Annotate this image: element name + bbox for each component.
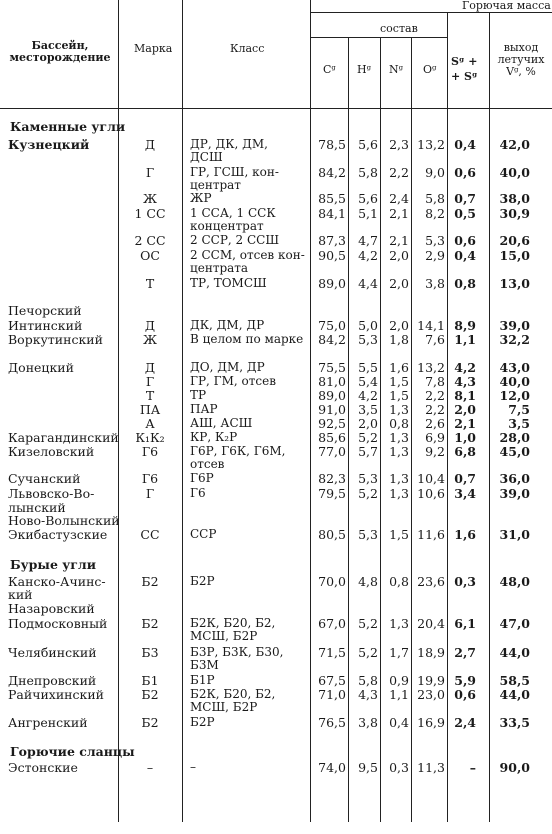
cell-c: 79,5 bbox=[318, 486, 346, 501]
cell-marka: Т bbox=[145, 388, 155, 403]
header-group-title: Горючая масса bbox=[462, 0, 551, 12]
cell-class-line: В целом по марке bbox=[190, 332, 304, 346]
cell-marka: Б3 bbox=[141, 645, 159, 660]
cell-s: 0,7 bbox=[454, 191, 476, 206]
cell-v: 31,0 bbox=[499, 527, 530, 542]
cell-n: 1,3 bbox=[389, 444, 409, 459]
cell-o: 20,4 bbox=[417, 616, 445, 631]
cell-basin: Райчихинский bbox=[8, 687, 104, 702]
cell-v: 48,0 bbox=[499, 574, 530, 589]
cell-v: 32,2 bbox=[499, 332, 530, 347]
cell-basin: Днепровский bbox=[8, 673, 97, 688]
cell-o: 13,2 bbox=[417, 360, 445, 375]
cell-c: 91,0 bbox=[318, 402, 346, 417]
header-rule-bottom bbox=[0, 108, 552, 109]
cell-c: 76,5 bbox=[318, 715, 346, 730]
cell-class-line: Б2К, Б20, Б2, bbox=[190, 687, 276, 701]
cell-n: 0,8 bbox=[389, 416, 409, 431]
cell-o: 11,6 bbox=[417, 527, 445, 542]
cell-basin: Кизеловский bbox=[8, 444, 95, 459]
cell-o: 5,3 bbox=[425, 233, 445, 248]
cell-n: 0,4 bbox=[389, 715, 409, 730]
header-s-line2: + Sᵍ bbox=[451, 70, 478, 83]
cell-class-line: ТР bbox=[190, 388, 207, 402]
cell-basin: Кузнецкий bbox=[8, 137, 90, 152]
cell-v: 15,0 bbox=[499, 248, 530, 263]
cell-h: 4,2 bbox=[358, 388, 378, 403]
cell-c: 89,0 bbox=[318, 388, 346, 403]
cell-c: 84,1 bbox=[318, 206, 346, 221]
cell-o: 10,6 bbox=[417, 486, 445, 501]
cell-o: 23,6 bbox=[417, 574, 445, 589]
cell-c: 84,2 bbox=[318, 332, 346, 347]
cell-v: 33,5 bbox=[499, 715, 530, 730]
cell-class-line: 2 ССМ, отсев кон- bbox=[190, 248, 305, 262]
cell-o: 10,4 bbox=[417, 471, 445, 486]
cell-o: 8,2 bbox=[425, 206, 445, 221]
cell-v: 28,0 bbox=[499, 430, 530, 445]
cell-class-line: ДК, ДМ, ДР bbox=[190, 318, 265, 332]
cell-marka: ПА bbox=[139, 402, 161, 417]
cell-h: 5,5 bbox=[358, 360, 378, 375]
cell-marka: Д bbox=[144, 318, 156, 333]
cell-v: 40,0 bbox=[499, 374, 530, 389]
cell-o: 7,8 bbox=[425, 374, 445, 389]
cell-class-line: ССР bbox=[190, 527, 217, 541]
cell-basin: Назаровский bbox=[8, 601, 95, 616]
header-h: Hᵍ bbox=[357, 63, 371, 76]
cell-basin: Сучанский bbox=[8, 471, 81, 486]
cell-c: 70,0 bbox=[318, 574, 346, 589]
cell-basin: Печорский bbox=[8, 303, 82, 318]
cell-marka: Г bbox=[145, 486, 155, 501]
cell-basin: кий bbox=[8, 587, 33, 602]
cell-v: 47,0 bbox=[499, 616, 530, 631]
cell-n: 2,4 bbox=[389, 191, 409, 206]
cell-marka: ОС bbox=[140, 248, 160, 263]
cell-class-line: ГР, ГСШ, кон- bbox=[190, 165, 279, 179]
cell-n: 2,0 bbox=[389, 276, 409, 291]
cell-class-line: Б3Р, Б3К, Б30, bbox=[190, 645, 284, 659]
cell-s: 1,1 bbox=[454, 332, 476, 347]
cell-class-line: Г6Р bbox=[190, 471, 214, 485]
col-divider-marka bbox=[182, 0, 183, 822]
cell-class-line: – bbox=[190, 760, 196, 774]
cell-marka: СС bbox=[140, 527, 160, 542]
cell-basin: Донецкий bbox=[8, 360, 74, 375]
header-class: Класс bbox=[230, 42, 265, 55]
cell-s: 0,6 bbox=[454, 165, 476, 180]
cell-n: 1,3 bbox=[389, 430, 409, 445]
cell-s: 2,7 bbox=[454, 645, 476, 660]
cell-h: 3,5 bbox=[358, 402, 378, 417]
cell-basin: Экибастузские bbox=[8, 527, 108, 542]
cell-marka: Б2 bbox=[141, 616, 159, 631]
cell-c: 74,0 bbox=[318, 760, 346, 775]
cell-basin: Канско-Ачинс- bbox=[8, 574, 106, 589]
cell-s: 8,1 bbox=[454, 388, 476, 403]
cell-o: 13,2 bbox=[417, 137, 445, 152]
cell-class-line: Б2Р bbox=[190, 574, 215, 588]
cell-v: 42,0 bbox=[499, 137, 530, 152]
cell-s: 3,4 bbox=[454, 486, 476, 501]
cell-class-line: центрат bbox=[190, 178, 241, 192]
cell-c: 85,6 bbox=[318, 430, 346, 445]
cell-s: 6,8 bbox=[454, 444, 476, 459]
cell-class-line: ТР, ТОМСШ bbox=[190, 276, 267, 290]
cell-n: 2,1 bbox=[389, 233, 409, 248]
cell-v: 39,0 bbox=[499, 486, 530, 501]
header-marka: Марка bbox=[134, 42, 173, 55]
cell-c: 75,0 bbox=[318, 318, 346, 333]
cell-v: 13,0 bbox=[499, 276, 530, 291]
cell-o: 5,8 bbox=[425, 191, 445, 206]
cell-class-line: Г6 bbox=[190, 486, 206, 500]
cell-marka: Б2 bbox=[141, 574, 159, 589]
cell-n: 2,1 bbox=[389, 206, 409, 221]
cell-class-line: МСШ, Б2Р bbox=[190, 700, 258, 714]
cell-o: 18,9 bbox=[417, 645, 445, 660]
cell-h: 4,3 bbox=[358, 687, 378, 702]
header-rule-sostav bbox=[310, 37, 448, 38]
cell-marka: Г bbox=[145, 374, 155, 389]
cell-marka: Г bbox=[145, 165, 155, 180]
cell-n: 2,0 bbox=[389, 318, 409, 333]
cell-h: 5,3 bbox=[358, 527, 378, 542]
cell-h: 5,8 bbox=[358, 673, 378, 688]
cell-s: 1,0 bbox=[454, 430, 476, 445]
cell-o: 11,3 bbox=[417, 760, 445, 775]
cell-v: 45,0 bbox=[499, 444, 530, 459]
cell-h: 5,7 bbox=[358, 444, 378, 459]
cell-class-line: отсев bbox=[190, 457, 225, 471]
cell-marka: Б1 bbox=[141, 673, 159, 688]
cell-class-line: ПАР bbox=[190, 402, 218, 416]
cell-s: 0,6 bbox=[454, 687, 476, 702]
cell-v: 3,5 bbox=[508, 416, 530, 431]
cell-h: 5,3 bbox=[358, 332, 378, 347]
header-basin: Бассейн, месторождение bbox=[9, 39, 111, 64]
cell-marka: Г6 bbox=[141, 471, 159, 486]
cell-class-line: ДО, ДМ, ДР bbox=[190, 360, 265, 374]
cell-s: 6,1 bbox=[454, 616, 476, 631]
cell-s: 2,1 bbox=[454, 416, 476, 431]
header-c: Cᵍ bbox=[323, 63, 336, 76]
cell-v: 58,5 bbox=[499, 673, 530, 688]
cell-n: 1,3 bbox=[389, 486, 409, 501]
cell-marka: Б2 bbox=[141, 687, 159, 702]
cell-o: 2,2 bbox=[425, 402, 445, 417]
cell-n: 1,3 bbox=[389, 616, 409, 631]
cell-o: 6,9 bbox=[425, 430, 445, 445]
cell-h: 5,2 bbox=[358, 645, 378, 660]
cell-c: 71,5 bbox=[318, 645, 346, 660]
cell-class-line: 2 ССР, 2 ССШ bbox=[190, 233, 280, 247]
cell-n: 0,3 bbox=[389, 760, 409, 775]
cell-basin: лынский bbox=[8, 500, 66, 515]
cell-n: 1,8 bbox=[389, 332, 409, 347]
cell-o: 23,0 bbox=[417, 687, 445, 702]
cell-s: 0,6 bbox=[454, 233, 476, 248]
cell-class-line: концентрат bbox=[190, 219, 264, 233]
cell-n: 1,5 bbox=[389, 388, 409, 403]
header-s-line1: Sᵍ + bbox=[451, 55, 478, 68]
cell-c: 78,5 bbox=[318, 137, 346, 152]
cell-class-line: КР, К₂Р bbox=[190, 430, 238, 444]
cell-marka: Ж bbox=[142, 191, 158, 206]
cell-c: 84,2 bbox=[318, 165, 346, 180]
cell-n: 1,3 bbox=[389, 471, 409, 486]
cell-v: 44,0 bbox=[499, 687, 530, 702]
cell-c: 80,5 bbox=[318, 527, 346, 542]
cell-basin: Челябинский bbox=[8, 645, 97, 660]
cell-c: 71,0 bbox=[318, 687, 346, 702]
cell-c: 92,5 bbox=[318, 416, 346, 431]
cell-s: 0,4 bbox=[454, 248, 476, 263]
cell-h: 5,0 bbox=[358, 318, 378, 333]
cell-marka: Г6 bbox=[141, 444, 159, 459]
cell-h: 4,8 bbox=[358, 574, 378, 589]
cell-s: 4,3 bbox=[454, 374, 476, 389]
cell-marka: Д bbox=[144, 137, 156, 152]
cell-class-line: ДР, ДК, ДМ, bbox=[190, 137, 268, 151]
cell-s: 8,9 bbox=[454, 318, 476, 333]
cell-class-line: Б2Р bbox=[190, 715, 215, 729]
cell-c: 75,5 bbox=[318, 360, 346, 375]
cell-v: 39,0 bbox=[499, 318, 530, 333]
cell-o: 14,1 bbox=[417, 318, 445, 333]
header-rule-top-group bbox=[310, 12, 552, 13]
cell-n: 1,6 bbox=[389, 360, 409, 375]
cell-n: 1,5 bbox=[389, 527, 409, 542]
cell-marka: Б2 bbox=[141, 715, 159, 730]
cell-marka: Д bbox=[144, 360, 156, 375]
cell-c: 87,3 bbox=[318, 233, 346, 248]
cell-h: 5,1 bbox=[358, 206, 378, 221]
cell-h: 4,2 bbox=[358, 248, 378, 263]
cell-n: 1,5 bbox=[389, 374, 409, 389]
cell-marka: – bbox=[146, 760, 154, 775]
cell-v: 44,0 bbox=[499, 645, 530, 660]
header-sostav: состав bbox=[380, 22, 418, 35]
cell-o: 2,6 bbox=[425, 416, 445, 431]
section-oil-shale: Горючие сланцы bbox=[10, 744, 135, 759]
cell-class-line: АШ, АСШ bbox=[190, 416, 253, 430]
cell-v: 90,0 bbox=[499, 760, 530, 775]
cell-s: 5,9 bbox=[454, 673, 476, 688]
cell-marka: Ж bbox=[142, 332, 158, 347]
cell-n: 2,0 bbox=[389, 248, 409, 263]
cell-class-line: ЖР bbox=[190, 191, 212, 205]
cell-marka: К₁К₂ bbox=[135, 430, 165, 445]
cell-h: 5,2 bbox=[358, 486, 378, 501]
cell-h: 5,8 bbox=[358, 165, 378, 180]
cell-c: 90,5 bbox=[318, 248, 346, 263]
header-n: Nᵍ bbox=[389, 63, 404, 76]
cell-h: 4,7 bbox=[358, 233, 378, 248]
cell-v: 36,0 bbox=[499, 471, 530, 486]
cell-o: 19,9 bbox=[417, 673, 445, 688]
cell-class-line: центрата bbox=[190, 261, 249, 275]
cell-c: 89,0 bbox=[318, 276, 346, 291]
cell-v: 43,0 bbox=[499, 360, 530, 375]
cell-s: 1,6 bbox=[454, 527, 476, 542]
cell-v: 40,0 bbox=[499, 165, 530, 180]
header-o: Oᵍ bbox=[423, 63, 437, 76]
cell-class-line: Б2К, Б20, Б2, bbox=[190, 616, 276, 630]
cell-n: 1,3 bbox=[389, 402, 409, 417]
cell-o: 3,8 bbox=[425, 276, 445, 291]
cell-o: 16,9 bbox=[417, 715, 445, 730]
cell-n: 1,1 bbox=[389, 687, 409, 702]
cell-n: 1,7 bbox=[389, 645, 409, 660]
cell-marka: 1 СС bbox=[134, 206, 166, 221]
cell-h: 2,0 bbox=[358, 416, 378, 431]
cell-o: 2,2 bbox=[425, 388, 445, 403]
cell-o: 7,6 bbox=[425, 332, 445, 347]
cell-c: 77,0 bbox=[318, 444, 346, 459]
cell-c: 82,3 bbox=[318, 471, 346, 486]
header-volatile: выход летучих Vᵍ, % bbox=[497, 41, 545, 78]
cell-marka: Т bbox=[145, 276, 155, 291]
cell-o: 9,0 bbox=[425, 165, 445, 180]
cell-basin: Ангренский bbox=[8, 715, 88, 730]
cell-h: 5,6 bbox=[358, 191, 378, 206]
cell-h: 4,4 bbox=[358, 276, 378, 291]
cell-v: 12,0 bbox=[499, 388, 530, 403]
cell-v: 20,6 bbox=[499, 233, 530, 248]
cell-basin: Воркутинский bbox=[8, 332, 103, 347]
cell-n: 0,9 bbox=[389, 673, 409, 688]
cell-v: 38,0 bbox=[499, 191, 530, 206]
cell-class-line: Б3М bbox=[190, 658, 219, 672]
cell-class-line: Б1Р bbox=[190, 673, 215, 687]
cell-o: 2,9 bbox=[425, 248, 445, 263]
cell-n: 2,3 bbox=[389, 137, 409, 152]
cell-basin: Карагандинский bbox=[8, 430, 119, 445]
cell-h: 5,2 bbox=[358, 616, 378, 631]
cell-c: 85,5 bbox=[318, 191, 346, 206]
section-brown-coal: Бурые угли bbox=[10, 557, 97, 572]
cell-v: 30,9 bbox=[499, 206, 530, 221]
cell-h: 3,8 bbox=[358, 715, 378, 730]
section-hard-coal: Каменные угли bbox=[10, 119, 126, 134]
cell-h: 5,3 bbox=[358, 471, 378, 486]
cell-s: 0,8 bbox=[454, 276, 476, 291]
cell-basin: Подмосковный bbox=[8, 616, 108, 631]
cell-class-line: МСШ, Б2Р bbox=[190, 629, 258, 643]
cell-class-line: 1 ССА, 1 ССК bbox=[190, 206, 276, 220]
cell-s: 0,3 bbox=[454, 574, 476, 589]
cell-class-line: ГР, ГМ, отсев bbox=[190, 374, 276, 388]
cell-h: 9,5 bbox=[358, 760, 378, 775]
cell-s: 2,4 bbox=[454, 715, 476, 730]
cell-class-line: Г6Р, Г6К, Г6М, bbox=[190, 444, 286, 458]
cell-n: 2,2 bbox=[389, 165, 409, 180]
cell-n: 0,8 bbox=[389, 574, 409, 589]
cell-h: 5,4 bbox=[358, 374, 378, 389]
cell-s: 0,5 bbox=[454, 206, 476, 221]
cell-basin: Эстонские bbox=[8, 760, 78, 775]
cell-s: 4,2 bbox=[454, 360, 476, 375]
cell-s: 0,4 bbox=[454, 137, 476, 152]
cell-basin: Львовско-Во- bbox=[8, 486, 95, 501]
cell-v: 7,5 bbox=[508, 402, 530, 417]
cell-o: 9,2 bbox=[425, 444, 445, 459]
cell-basin: Интинский bbox=[8, 318, 83, 333]
cell-marka: 2 СС bbox=[134, 233, 166, 248]
cell-class-line: ДСШ bbox=[190, 150, 223, 164]
cell-c: 81,0 bbox=[318, 374, 346, 389]
cell-c: 67,5 bbox=[318, 673, 346, 688]
cell-h: 5,6 bbox=[358, 137, 378, 152]
cell-s: – bbox=[469, 760, 476, 775]
cell-s: 0,7 bbox=[454, 471, 476, 486]
cell-basin: Ново-Волынский bbox=[8, 513, 120, 528]
cell-s: 2,0 bbox=[454, 402, 476, 417]
cell-marka: А bbox=[145, 416, 155, 431]
cell-c: 67,0 bbox=[318, 616, 346, 631]
cell-h: 5,2 bbox=[358, 430, 378, 445]
